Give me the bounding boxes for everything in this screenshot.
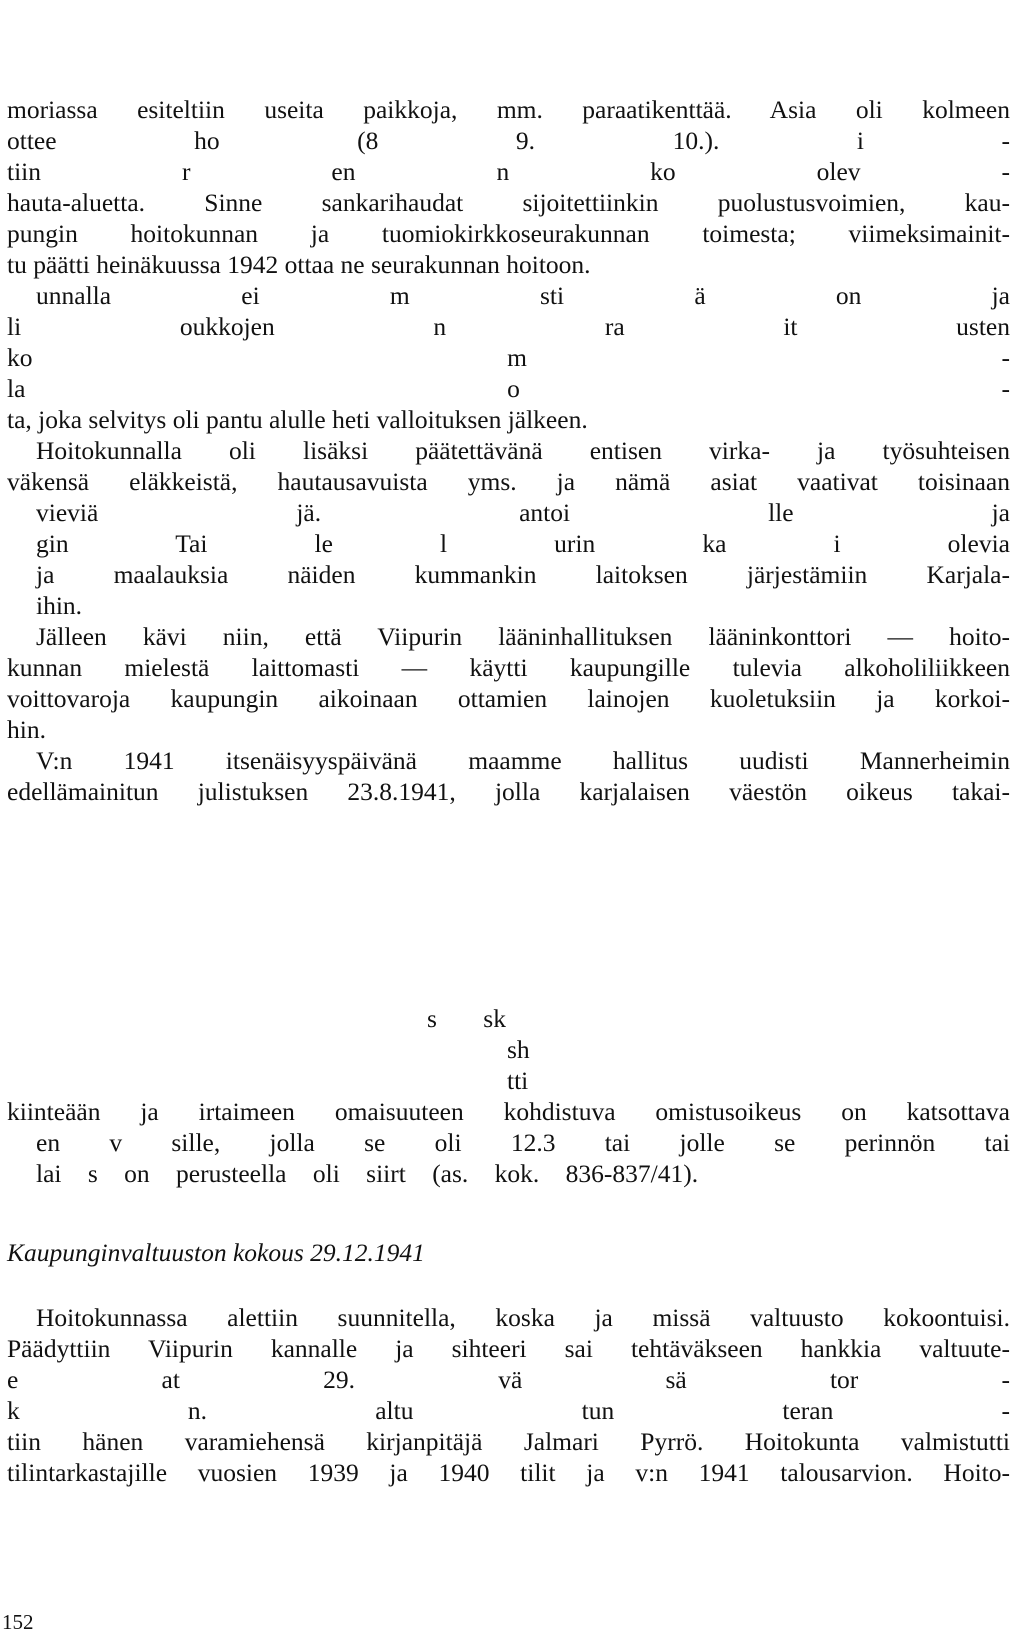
text-line: kunnan mielestä laittomasti — käytti kaupungille tulevia alkoholiliikkeen (7, 653, 1010, 682)
text-line: edellämainitun julistuksen 23.8.1941, jolla karjalaisen väestön oikeus takai- (7, 777, 1010, 806)
paragraph-block-2 (7, 1003, 1010, 1189)
text-line: ja maalauksia näiden kummankin laitoksen järjestämiin Karjala- (36, 560, 1010, 589)
page-body (7, 94, 1010, 1488)
text-line: en v sille, jolla se oli 12.3 tai jolle se perinnön tai (36, 1128, 1010, 1157)
text-line: tti (507, 1066, 529, 1095)
spacer (7, 1189, 1010, 1237)
text-line: tiin hänen varamiehensä kirjanpitäjä Jalmari Pyrrö. Hoitokunta valmistutti (7, 1427, 1010, 1456)
paragraph-block-3 (7, 1302, 1010, 1488)
text-line: voittovaroja kaupungin aikoinaan ottamien lainojen kuoletuksiin ja korkoi- (7, 684, 1010, 713)
text-line: Päädyttiin Viipurin kannalle ja sihteeri sai tehtäväkseen hankkia valtuute- (7, 1334, 1010, 1363)
text-line: e at 29. vä sä tor - (7, 1365, 1010, 1394)
text-line: ihin. (36, 591, 83, 620)
spacer (7, 1268, 1010, 1302)
text-line: kiinteään ja irtaimeen omaisuuteen kohdistuva omistusoikeus on katsottava (7, 1097, 1010, 1126)
text-line: pungin hoitokunnan ja tuomiokirkkoseurakunnan toimesta; viimeksimainit- (7, 219, 1010, 248)
text-line: tu päätti heinäkuussa 1942 ottaa ne seurakunnan hoitoon. (7, 250, 591, 279)
text-line: k n. altu tun teran - (7, 1396, 1010, 1425)
text-line: sh (507, 1035, 530, 1064)
text-line: Jälleen kävi niin, että Viipurin lääninhallituksen lääninkonttori — hoito- (36, 622, 1010, 651)
text-line: ottee ho (8 9. 10.). i - (7, 126, 1010, 155)
text-line: V:n 1941 itsenäisyyspäivänä maamme hallitus uudisti Mannerheimin (36, 746, 1010, 775)
blank-region (7, 807, 1010, 1003)
paragraph-block-1 (7, 94, 1010, 807)
text-line: Hoitokunnassa alettiin suunnitella, koska ja missä valtuusto kokoontuisi. (36, 1303, 1010, 1332)
text-line: väkensä eläkkeistä, hautausavuista yms. ja nämä asiat vaativat toisinaan (7, 467, 1010, 496)
text-line: lai s on perusteella oli siirt (as. kok. 836-837/41). (36, 1159, 699, 1188)
page-number: 152 (2, 1610, 34, 1634)
text-line: vieviä jä. antoi lle ja (36, 498, 1010, 527)
text-line: ta, joka selvitys oli pantu alulle heti valloituksen jälkeen. (7, 405, 588, 434)
text-line: tiin r en n ko olev - (7, 157, 1010, 186)
text-line: Hoitokunnalla oli lisäksi päätettävänä entisen virka- ja työsuhteisen (36, 436, 1010, 465)
text-line: unnalla ei m sti ä on ja (36, 281, 1010, 310)
text-line: ko m - (7, 343, 1010, 372)
text-line: la o - (7, 374, 1010, 403)
text-line: tilintarkastajille vuosien 1939 ja 1940 tilit ja v:n 1941 talousarvion. Hoito- (7, 1458, 1010, 1487)
text-line: s sk (427, 1004, 506, 1033)
text-line: moriassa esiteltiin useita paikkoja, mm. paraatikenttää. Asia oli kolmeen (7, 95, 1010, 124)
text-line: hauta-aluetta. Sinne sankarihaudat sijoitettiinkin puolustusvoimien, kau- (7, 188, 1010, 217)
text-line: li oukkojen n ra it usten (7, 312, 1010, 341)
section-heading: Kaupunginvaltuuston kokous 29.12.1941 (7, 1238, 425, 1267)
text-line: gin Tai le l urin ka i olevia (36, 529, 1010, 558)
text-line: hin. (7, 715, 46, 744)
